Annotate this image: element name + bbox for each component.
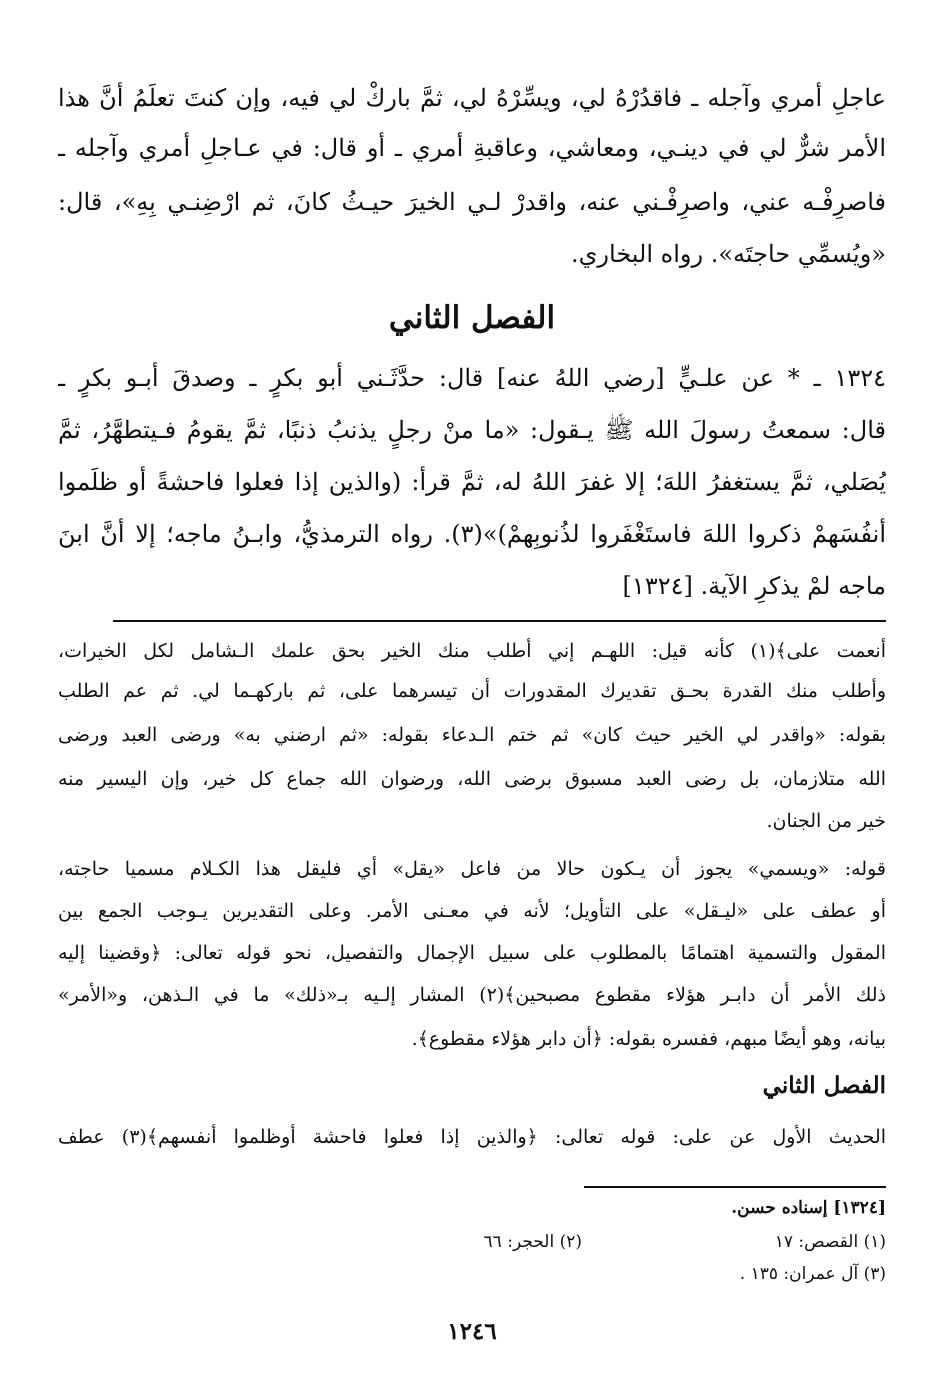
commentary-line: بقوله: «واقدر لي الخير حيث كان» ثم ختم الـدعاء بقوله: «ثم ارضني به» ورضى العبد ورضى bbox=[58, 724, 886, 746]
main-text-divider bbox=[113, 620, 886, 622]
commentary-line: قوله: «ويسمي» يجوز أن يـكون حالا من فاعل «يقل» أي فليقل هذا الكـلام مسميا حاجته، bbox=[58, 858, 886, 880]
footnote-1: (١) القصص: ١٧ bbox=[774, 1232, 886, 1252]
footnote-divider bbox=[584, 1186, 886, 1188]
footnote-2: (٢) الحجر: ٦٦ bbox=[483, 1232, 582, 1252]
commentary-line: المقول والتسمية اهتمامًا بالمطلوب على سبيل الإجمال والتفصيل، نحو قوله تعالى: ﴿وقضينا إليه bbox=[58, 942, 886, 964]
page-number: ١٢٤٦ bbox=[447, 1318, 497, 1345]
main-text-line: فاصرِفْـه عني، واصرِفْـني عنه، واقدرْ لـي الخيرَ حيـثُ كانَ، ثم ارْضِنـي بِهِ»، قال: bbox=[58, 188, 886, 216]
hadith-line: يُصَلي، ثمَّ يستغفرُ اللهَ؛ إلا غفرَ اللهُ له، ثمَّ قرأ: (والذين إذا فعلوا فاحشةً أو ظلَموا bbox=[58, 468, 886, 496]
footnote-3: (٣) آل عمران: ١٣٥ . bbox=[739, 1264, 886, 1284]
commentary-section-title: الفصل الثاني bbox=[762, 1072, 886, 1099]
hadith-line: ١٣٢٤ ـ * عن علـيٍّ [رضي اللهُ عنه] قال: حدَّثَـني أبو بكرٍ ـ وصدقَ أبـو بكرٍ ـ bbox=[58, 364, 886, 392]
commentary-line: الله متلازمان، بل رضى العبد مسبوق برضى الله، ورضوان الله جماع كل خير، وإن اليسير منه bbox=[58, 768, 886, 790]
commentary-line: أو عطف على «ليـقل» على التأويل؛ لأنه في معـنى الأمر. وعلى التقديرين يـوجب الجمع بين bbox=[58, 900, 886, 922]
hadith-line: أنفُسَهمْ ذكروا اللهَ فاستَغْفَروا لذُنوبِهمْ)»(٣). رواه الترمذيُّ، وابـنُ ماجه؛ إلا أنَّ ابنَ bbox=[58, 520, 886, 548]
hadith-line: قال: سمعتُ رسولَ الله ﷺ يـقول: «ما منْ رجلٍ يذنبُ ذنبًا، ثمَّ يقومُ فـيتطهَّرُ، ثمَّ bbox=[58, 416, 886, 444]
main-text-line: «ويُسمِّي حاجتَه». رواه البخاري. bbox=[571, 240, 886, 268]
commentary-line: أنعمت على﴾(١) كأنه قيل: اللهـم إني أطلب منك الخير بحق علمك الـشامل لكل الخيرات، bbox=[58, 640, 886, 662]
hadith-line: ماجه لمْ يذكرِ الآية. [١٣٢٤] bbox=[622, 572, 886, 600]
commentary-line: خير من الجنان. bbox=[766, 810, 886, 832]
main-text-line: الأمر شرٌّ لي في دينـي، ومعاشي، وعاقبةِ أمري ـ أو قال: في عـاجلِ أمري وآجله ـ bbox=[58, 134, 886, 162]
commentary-line: ذلك الأمر أن دابـر هؤلاء مقطوع مصبحين﴾(٢) المشار إلـيه بـ«ذلك» ما في الـذهن، و«الأمر» bbox=[58, 984, 886, 1006]
commentary-line: وأطلب منك القدرة بحـق تقديرك المقدورات أن تيسرهما على، ثم باركهـما لي. ثم عم الطلب bbox=[58, 680, 886, 702]
main-text-line: عاجلِ أمري وآجله ـ فاقدُرْهُ لي، ويسِّرْهُ لي، ثمَّ باركْ لي فيه، وإن كنتَ تعلَمُ أنَّ هذا bbox=[58, 84, 886, 112]
footnote-isnad: [١٣٢٤] إسناده حسن. bbox=[731, 1198, 886, 1218]
commentary-line: الحديث الأول عن على: قوله تعالى: ﴿والذين إذا فعلوا فاحشة أوظلموا أنفسهم﴾(٣) عطف bbox=[58, 1126, 886, 1148]
commentary-line: بيانه، وهو أيضًا مبهم، ففسره بقوله: ﴿أن دابر هؤلاء مقطوع﴾. bbox=[411, 1028, 886, 1050]
section-title: الفصل الثاني bbox=[388, 300, 556, 336]
